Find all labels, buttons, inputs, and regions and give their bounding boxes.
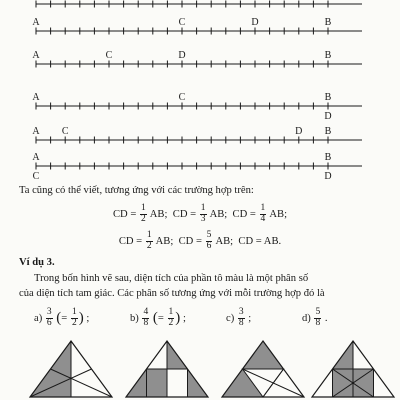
point-label: B — [324, 17, 332, 28]
triangle-figure-a — [28, 338, 114, 400]
point-label: D — [178, 50, 186, 61]
triangle-figure-c — [220, 338, 306, 400]
fraction: $\frac{5}{6}$ — [206, 230, 212, 251]
fraction: $\frac{1}{4}$ — [260, 203, 266, 224]
point-label-below: D — [324, 111, 332, 122]
number-line — [36, 1, 362, 8]
point-label: D — [251, 17, 259, 28]
point-label: A — [32, 92, 40, 103]
point-label: B — [324, 126, 332, 137]
point-label: C — [61, 126, 69, 137]
fraction: $\frac{1}{3}$ — [200, 203, 206, 224]
number-line — [32, 126, 362, 144]
number-line — [32, 17, 362, 35]
point-label-below: D — [324, 171, 332, 180]
point-label: C — [178, 92, 186, 103]
shaded-region — [222, 369, 263, 397]
equation-row-1: CD = $\frac{1}{2}$ AB; CD = $\frac{1}{3}$ AB; CD = $\frac{1}{4}$ AB; — [112, 203, 288, 224]
intro-text: Ta cũng có thể viết, tương ứng với các trường hợp trên: — [19, 185, 254, 196]
option-c: c) $\frac{3}{8}$ ; — [226, 307, 252, 328]
triangle-figure-b — [124, 338, 210, 400]
option-b: b) $\frac{4}{8}$ (= $\frac{1}{2}$ ) ; — [130, 307, 186, 328]
shaded-region — [243, 341, 284, 369]
point-label: A — [32, 126, 40, 137]
example-title: Ví dụ 3. — [19, 257, 55, 268]
number-lines — [0, 0, 400, 180]
point-label: C — [105, 50, 113, 61]
point-label: B — [324, 152, 332, 163]
paragraph-line-1: Trong bốn hình vẽ sau, diện tích của phần tô màu là một phân số — [34, 273, 309, 284]
cd-equals-ab: CD = AB. — [238, 235, 282, 247]
fraction: $\frac{1}{2}$ — [146, 230, 152, 251]
option-d: d) $\frac{5}{8}$ . — [302, 307, 328, 328]
point-label: C — [178, 17, 186, 28]
equation-row-2: CD = $\frac{1}{2}$ AB; CD = $\frac{5}{6}$ AB; CD = AB. — [118, 230, 282, 251]
point-label: A — [32, 50, 40, 61]
point-label: A — [32, 17, 40, 28]
point-label-below: C — [32, 171, 40, 180]
number-line — [32, 92, 362, 122]
number-line — [32, 50, 362, 68]
point-label: D — [295, 126, 303, 137]
number-line — [32, 152, 362, 180]
cd-label: CD = — [112, 208, 137, 220]
point-label: B — [324, 92, 332, 103]
point-label: B — [324, 50, 332, 61]
point-label: A — [32, 152, 40, 163]
paragraph-line-2: của diện tích tam giác. Các phân số tương ứng với mỗi trường hợp đó là — [19, 288, 325, 299]
triangle-figure-d — [310, 338, 396, 400]
fraction: $\frac{1}{2}$ — [140, 203, 146, 224]
option-a: a) $\frac{3}{6}$ (= $\frac{1}{2}$ ) ; — [34, 307, 90, 328]
